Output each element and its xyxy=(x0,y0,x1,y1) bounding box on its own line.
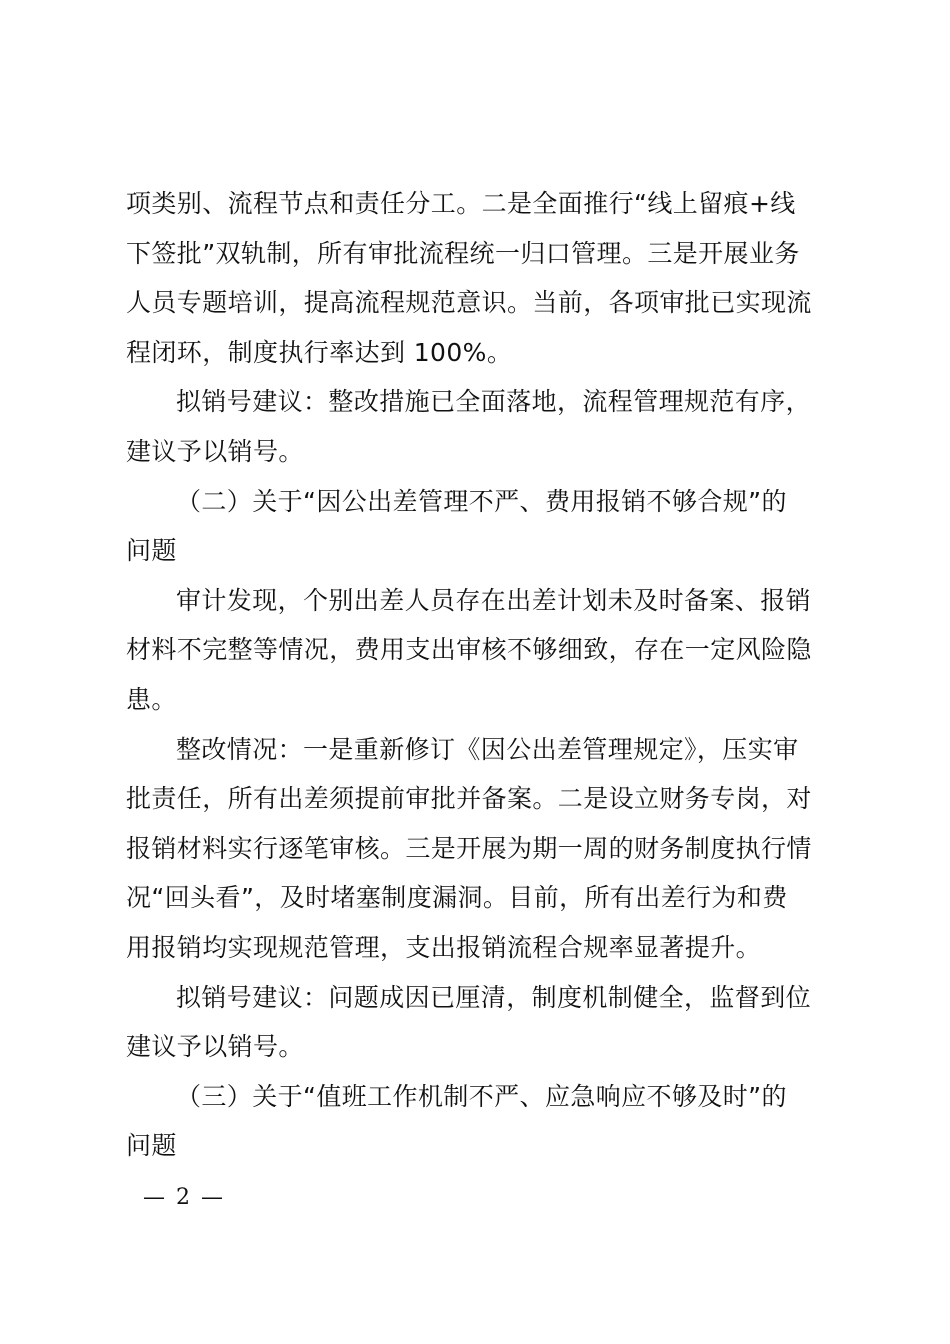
body-line: 患。 xyxy=(126,684,177,714)
body-line: 建议予以销号。 xyxy=(126,436,304,466)
body-line: 程闭环，制度执行率达到 100%。 xyxy=(126,337,513,367)
body-line: 况“回头看”，及时堵塞制度漏洞。目前，所有出差行为和费 xyxy=(126,883,788,913)
section-heading-line: （三）关于“值班工作机制不严、应急响应不够及时”的 xyxy=(176,1081,787,1111)
body-line: 拟销号建议：整改措施已全面落地，流程管理规范有序， xyxy=(176,387,812,417)
section-heading-line: （二）关于“因公出差管理不严、费用报销不够合规”的 xyxy=(176,486,787,516)
body-line: 报销材料实行逐笔审核。三是开展为期一周的财务制度执行情 xyxy=(126,833,812,863)
body-line: 用报销均实现规范管理，支出报销流程合规率显著提升。 xyxy=(126,932,762,962)
body-line: 批责任，所有出差须提前审批并备案。二是设立财务专岗，对 xyxy=(126,784,812,814)
body-line: 人员专题培训，提高流程规范意识。当前，各项审批已实现流 xyxy=(126,288,812,318)
body-line: 下签批”双轨制，所有审批流程统一归口管理。三是开展业务 xyxy=(126,238,800,268)
body-line: 材料不完整等情况，费用支出审核不够细致，存在一定风险隐 xyxy=(126,635,812,665)
section-heading-line: 问题 xyxy=(126,536,177,566)
document-body xyxy=(126,179,836,1171)
body-line: 建议予以销号。 xyxy=(126,1032,304,1062)
body-line: 审计发现，个别出差人员存在出差计划未及时备案、报销 xyxy=(176,585,812,615)
section-heading-line: 问题 xyxy=(126,1131,177,1161)
page-number: — 2 — xyxy=(143,1185,225,1210)
body-line: 项类别、流程节点和责任分工。二是全面推行“线上留痕+线 xyxy=(126,189,796,218)
body-line: 整改情况：一是重新修订《因公出差管理规定》，压实审 xyxy=(176,734,799,764)
body-line: 拟销号建议：问题成因已厘清，制度机制健全，监督到位 xyxy=(176,982,812,1012)
